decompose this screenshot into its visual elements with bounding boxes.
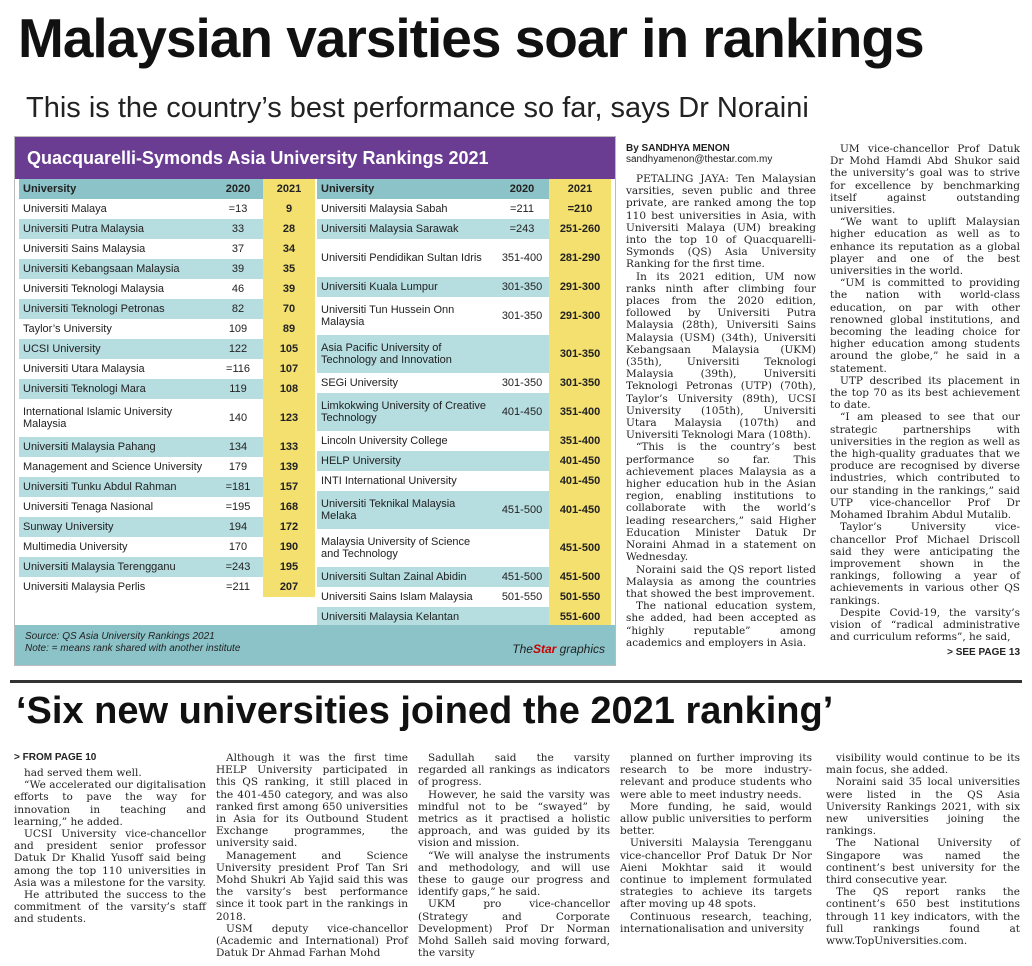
- rank-2021-cell: 401-450: [549, 491, 611, 529]
- rank-2020-cell: [495, 607, 549, 627]
- rank-2020-cell: 82: [213, 299, 263, 319]
- table-row: [317, 529, 611, 567]
- rank-2021-cell: 107: [263, 359, 315, 379]
- col-header-2021: 2021: [549, 179, 611, 199]
- section-divider: [10, 680, 1022, 683]
- rank-2021-cell: 351-400: [549, 393, 611, 431]
- university-cell: Universiti Malaysia Kelantan: [317, 607, 495, 627]
- rank-2020-cell: 119: [213, 379, 263, 399]
- paragraph: “We accelerated our digitalisation efforts to pave the way for innovation in teaching and learning,” he added.: [14, 779, 206, 828]
- table-row: [317, 451, 611, 471]
- university-cell: Universiti Pendidikan Sultan Idris: [317, 239, 495, 277]
- rank-2021-cell: 251-260: [549, 219, 611, 239]
- rank-2020-cell: [495, 471, 549, 491]
- col-header-university: University: [19, 179, 213, 199]
- paragraph: had served them well.: [24, 767, 142, 779]
- university-cell: Taylor’s University: [19, 319, 213, 339]
- university-cell: Universiti Malaysia Pahang: [19, 437, 213, 457]
- table-row: [19, 319, 315, 339]
- col-header-2020: 2020: [495, 179, 549, 199]
- rank-2020-cell: 140: [213, 399, 263, 437]
- subheadline: This is the country’s best performance so far, says Dr Noraini: [26, 92, 809, 124]
- paragraph: In its 2021 edition, UM now ranks ninth after climbing four places from the 2020 edition, followed by Universiti Putra Malaysia (28th), Universiti Sains Malaysia (USM) (34th), Universiti Kebangsaan Malaysia (UKM) (35th), Universiti Teknologi Malaysia (39th), Universiti Teknologi Petronas (UTP) (70th), Taylor’s University (89th), UCSI University (105th), Universiti Utara Malaysia (107th) and Universiti Teknologi Mara (108th).: [626, 270, 816, 442]
- rank-2021-cell: 190: [263, 537, 315, 557]
- university-cell: SEGi University: [317, 373, 495, 393]
- rank-note: Note: = means rank shared with another institute: [25, 643, 241, 654]
- paragraph: More funding, he said, would allow public universities to perform better.: [620, 800, 812, 838]
- source-note: Source: QS Asia University Rankings 2021: [25, 631, 215, 642]
- paragraph: The QS report ranks the continent’s 650 best institutions through 11 key indicators, with the full rankings found at www.TopUniversities.com.: [826, 886, 1020, 948]
- table-row: [19, 577, 315, 597]
- rank-2021-cell: 301-350: [549, 335, 611, 373]
- rank-2021-cell: 301-350: [549, 373, 611, 393]
- table-row: [19, 379, 315, 399]
- paragraph: Management and Science University president Prof Tan Sri Mohd Shukri Ab Yajid said this was the varsity’s best performance since it took part in the rankings in 2018.: [216, 849, 408, 923]
- article2-column-5: [826, 752, 1020, 947]
- university-cell: Universiti Utara Malaysia: [19, 359, 213, 379]
- university-cell: Universiti Putra Malaysia: [19, 219, 213, 239]
- byline: By SANDHYA MENON: [626, 143, 730, 154]
- article1-text: [830, 143, 1020, 643]
- paragraph: He attributed the success to the commitment of the varsity’s staff and students.: [14, 889, 206, 926]
- rank-2020-cell: =211: [213, 577, 263, 597]
- rank-2021-cell: 401-450: [549, 471, 611, 491]
- university-cell: Universiti Malaysia Sabah: [317, 199, 495, 219]
- article2-text: [826, 752, 1020, 947]
- table-row: [19, 537, 315, 557]
- university-cell: Asia Pacific University of Technology and Innovation: [317, 335, 495, 373]
- rank-2021-cell: 501-550: [549, 587, 611, 607]
- table-row: [19, 437, 315, 457]
- university-cell: INTI International University: [317, 471, 495, 491]
- rank-2021-cell: =210: [549, 199, 611, 219]
- rank-2020-cell: 122: [213, 339, 263, 359]
- rank-2021-cell: 401-450: [549, 451, 611, 471]
- rank-2021-cell: 451-500: [549, 529, 611, 567]
- rank-2020-cell: 451-500: [495, 491, 549, 529]
- rank-2021-cell: 123: [263, 399, 315, 437]
- rank-2021-cell: 9: [263, 199, 315, 219]
- paragraph: planned on further improving its research to be more industry-relevant and produce students who were able to meet industry needs.: [620, 752, 812, 801]
- article2-text: [620, 752, 812, 935]
- paragraph: “We will analyse the instruments and methodology, and will use these to gauge our progress and identify gaps,” he said.: [418, 849, 610, 899]
- university-cell: Universiti Kuala Lumpur: [317, 277, 495, 297]
- article1-text: [626, 173, 816, 649]
- paragraph: Continuous research, teaching, internationalisation and university: [620, 910, 812, 935]
- rank-2020-cell: 301-350: [495, 277, 549, 297]
- article1-column-2: [830, 143, 1020, 658]
- headline: Malaysian varsities soar in rankings: [18, 7, 924, 69]
- paragraph: PETALING JAYA: Ten Malaysian varsities, seven public and three private, are ranked among the top 110 best universities in Asia, with Universiti Malaya (UM) breaking into the top 10 of Quacquarelli-Symonds (QS) Asia University Ranking for the first time.: [626, 173, 816, 271]
- table-row: [317, 373, 611, 393]
- table-row: [19, 557, 315, 577]
- rank-2021-cell: 207: [263, 577, 315, 597]
- rank-2020-cell: 301-350: [495, 373, 549, 393]
- university-cell: Universiti Teknikal Malaysia Melaka: [317, 491, 495, 529]
- rankings-table-right: [317, 179, 611, 627]
- article2-column-2: [216, 752, 408, 959]
- paragraph: Noraini said 35 local universities were listed in the QS Asia University Rankings 2021, with six new universities joining the rankings.: [826, 776, 1020, 838]
- table-row: [317, 219, 611, 239]
- rank-2021-cell: 89: [263, 319, 315, 339]
- rank-2021-cell: 157: [263, 477, 315, 497]
- paragraph: Sadullah said the varsity regarded all rankings as indicators of progress.: [418, 752, 610, 789]
- rank-2020-cell: 194: [213, 517, 263, 537]
- paragraph: Despite Covid-19, the varsity’s vision of “radical administrative and curriculum reforms”, he said,: [830, 606, 1020, 644]
- rank-2021-cell: 105: [263, 339, 315, 359]
- rank-2020-cell: 37: [213, 239, 263, 259]
- paragraph: Noraini said the QS report listed Malaysia as among the countries that showed the best improvement.: [626, 563, 816, 600]
- rank-2020-cell: 109: [213, 319, 263, 339]
- paragraph: The National University of Singapore was named the continent’s best university for the third consecutive year.: [826, 837, 1020, 887]
- rank-2021-cell: 172: [263, 517, 315, 537]
- rank-2021-cell: 108: [263, 379, 315, 399]
- table-row: [19, 219, 315, 239]
- rankings-infobox: [14, 136, 616, 666]
- table-row: [19, 339, 315, 359]
- rank-2021-cell: 34: [263, 239, 315, 259]
- rank-2020-cell: [495, 335, 549, 373]
- rank-2021-cell: 168: [263, 497, 315, 517]
- col-header-university: University: [317, 179, 495, 199]
- thestar-graphics-logo: TheStar graphics: [512, 642, 605, 656]
- table-row: [19, 259, 315, 279]
- table-row: [317, 491, 611, 529]
- paragraph: Universiti Malaysia Terengganu vice-chancellor Prof Datuk Dr Nor Aieni Mokhtar said it would continue to implement formulated strategies to achieve its targets after moving up 48 spots.: [620, 837, 812, 911]
- table-row: [19, 517, 315, 537]
- table-row: [317, 335, 611, 373]
- col-header-2020: 2020: [213, 179, 263, 199]
- university-cell: Malaysia University of Science and Technology: [317, 529, 495, 567]
- table-row: [19, 399, 315, 437]
- rank-2020-cell: [495, 451, 549, 471]
- rankings-table-left: [19, 179, 315, 597]
- university-cell: Universiti Tunku Abdul Rahman: [19, 477, 213, 497]
- author-email: sandhyamenon@thestar.com.my: [626, 154, 773, 165]
- table-row: [19, 457, 315, 477]
- rank-2021-cell: 133: [263, 437, 315, 457]
- table-row: [19, 359, 315, 379]
- university-cell: Sunway University: [19, 517, 213, 537]
- university-cell: Universiti Sultan Zainal Abidin: [317, 567, 495, 587]
- article2-text: [14, 767, 206, 926]
- see-page-link[interactable]: > SEE PAGE 13: [947, 647, 1020, 659]
- rank-2020-cell: 33: [213, 219, 263, 239]
- rank-2021-cell: 195: [263, 557, 315, 577]
- from-page-link[interactable]: > FROM PAGE 10: [14, 752, 97, 763]
- rank-2021-cell: 139: [263, 457, 315, 477]
- rank-2020-cell: 134: [213, 437, 263, 457]
- article2-text: [418, 752, 610, 959]
- table-row: [19, 299, 315, 319]
- paragraph: “UM is committed to providing the nation with world-class education, on par with other renowned global institutions, and becoming the leading choice for higher education among students around the globe,” he said in a statement.: [830, 277, 1020, 375]
- paragraph: USM deputy vice-chancellor (Academic and International) Prof Datuk Dr Ahmad Farhan Mohd: [216, 922, 408, 960]
- rank-2021-cell: 39: [263, 279, 315, 299]
- infobox-title: Quacquarelli-Symonds Asia University Rankings 2021: [15, 137, 615, 179]
- table-row: [317, 587, 611, 607]
- table-row: [317, 297, 611, 335]
- paragraph: visibility would continue to be its main focus, she added.: [826, 752, 1020, 777]
- university-cell: Universiti Teknologi Malaysia: [19, 279, 213, 299]
- paragraph: The national education system, she added, had been accepted as “highly reputable” among academics and employers in Asia.: [626, 600, 816, 649]
- rank-2021-cell: 291-300: [549, 277, 611, 297]
- paragraph: UM vice-chancellor Prof Datuk Dr Mohd Hamdi Abd Shukor said the university’s goal was to strive for excellence by benchmarking itself against outstanding universities.: [830, 143, 1020, 217]
- rank-2020-cell: =13: [213, 199, 263, 219]
- paragraph: Taylor’s University vice-chancellor Prof Michael Driscoll said they were anticipating the improvement shown in the rankings, following a year of achievements in various other QS rankings.: [830, 521, 1020, 607]
- rank-2020-cell: 501-550: [495, 587, 549, 607]
- table-row: [317, 277, 611, 297]
- paragraph: “I am pleased to see that our strategic partnerships with universities in the region as well as the high-quality graduates that we produce are recognised by diverse industries, which contributed to our standing in the rankings,” said UTP vice-chancellor Prof Dr Mohamed Ibrahim Abdul Mutalib.: [830, 411, 1020, 522]
- article2-column-1: [14, 752, 206, 926]
- rank-2020-cell: 46: [213, 279, 263, 299]
- paragraph: UKM pro vice-chancellor (Strategy and Corporate Development) Prof Dr Norman Mohd Salleh said moving forward, the varsity: [418, 898, 610, 960]
- university-cell: Lincoln University College: [317, 431, 495, 451]
- rank-2020-cell: 401-450: [495, 393, 549, 431]
- rank-2020-cell: [495, 431, 549, 451]
- rank-2020-cell: 179: [213, 457, 263, 477]
- university-cell: Universiti Teknologi Mara: [19, 379, 213, 399]
- rank-2020-cell: 451-500: [495, 567, 549, 587]
- table-row: [317, 239, 611, 277]
- rank-2021-cell: 28: [263, 219, 315, 239]
- table-row: [317, 393, 611, 431]
- article2-headline: ‘Six new universities joined the 2021 ranking’: [16, 690, 834, 732]
- rank-2021-cell: 70: [263, 299, 315, 319]
- university-cell: Universiti Malaya: [19, 199, 213, 219]
- rank-2020-cell: =243: [495, 219, 549, 239]
- table-row: [19, 279, 315, 299]
- rank-2020-cell: =195: [213, 497, 263, 517]
- rank-2020-cell: =116: [213, 359, 263, 379]
- university-cell: Universiti Sains Malaysia: [19, 239, 213, 259]
- university-cell: International Islamic University Malaysia: [19, 399, 213, 437]
- col-header-2021: 2021: [263, 179, 315, 199]
- university-cell: Universiti Kebangsaan Malaysia: [19, 259, 213, 279]
- table-row: [317, 199, 611, 219]
- rank-2020-cell: 301-350: [495, 297, 549, 335]
- rank-2020-cell: 351-400: [495, 239, 549, 277]
- table-row: [317, 607, 611, 627]
- table-row: [19, 497, 315, 517]
- paragraph: UCSI University vice-chancellor and president senior professor Datuk Dr Khalid Yusoff said being among the top 110 universities in Asia was a milestone for the varsity.: [14, 828, 206, 889]
- rank-2021-cell: 35: [263, 259, 315, 279]
- rank-2020-cell: =181: [213, 477, 263, 497]
- rank-2020-cell: =243: [213, 557, 263, 577]
- table-row: [317, 471, 611, 491]
- university-cell: Universiti Tun Hussein Onn Malaysia: [317, 297, 495, 335]
- rank-2020-cell: [495, 529, 549, 567]
- paragraph: UTP described its placement in the top 70 as its best achievement to date.: [830, 374, 1020, 412]
- table-row: [317, 567, 611, 587]
- university-cell: Universiti Teknologi Petronas: [19, 299, 213, 319]
- rank-2020-cell: =211: [495, 199, 549, 219]
- article1-column-1: [626, 143, 816, 649]
- university-cell: Universiti Sains Islam Malaysia: [317, 587, 495, 607]
- university-cell: UCSI University: [19, 339, 213, 359]
- rank-2021-cell: 451-500: [549, 567, 611, 587]
- university-cell: Limkokwing University of Creative Technology: [317, 393, 495, 431]
- rank-2020-cell: 39: [213, 259, 263, 279]
- paragraph: Although it was the first time HELP University participated in this QS ranking, it still placed in the 401-450 category, and was also ranked first among 650 universities in Asia for its Outbound Student Exchange programmes, the university said.: [216, 752, 408, 850]
- university-cell: Universiti Malaysia Terengganu: [19, 557, 213, 577]
- table-row: [19, 477, 315, 497]
- table-row: [317, 431, 611, 451]
- university-cell: Universiti Tenaga Nasional: [19, 497, 213, 517]
- article2-column-4: [620, 752, 812, 935]
- university-cell: Management and Science University: [19, 457, 213, 477]
- paragraph: However, he said the varsity was mindful not to be “swayed” by metrics as it practised a holistic approach, and was guided by its vision and mission.: [418, 788, 610, 850]
- rank-2021-cell: 291-300: [549, 297, 611, 335]
- article2-text: [216, 752, 408, 959]
- rank-2020-cell: 170: [213, 537, 263, 557]
- university-cell: Universiti Malaysia Perlis: [19, 577, 213, 597]
- rank-2021-cell: 281-290: [549, 239, 611, 277]
- table-row: [19, 199, 315, 219]
- university-cell: HELP University: [317, 451, 495, 471]
- table-row: [19, 239, 315, 259]
- university-cell: Multimedia University: [19, 537, 213, 557]
- rank-2021-cell: 551-600: [549, 607, 611, 627]
- paragraph: “This is the country’s best performance so far. This achievement places Malaysia as a higher education hub in the Asian region, enabling institutions to collaborate with the world’s leading researchers,” said Higher Education Minister Datuk Dr Noraini Ahmad in a statement on Wednesday.: [626, 441, 816, 564]
- university-cell: Universiti Malaysia Sarawak: [317, 219, 495, 239]
- rank-2021-cell: 351-400: [549, 431, 611, 451]
- infobox-footer: [15, 625, 615, 665]
- paragraph: “We want to uplift Malaysian higher education as well as to enhance its reputation as a global player and one of the best universities in the world.: [830, 216, 1020, 278]
- article2-column-3: [418, 752, 610, 959]
